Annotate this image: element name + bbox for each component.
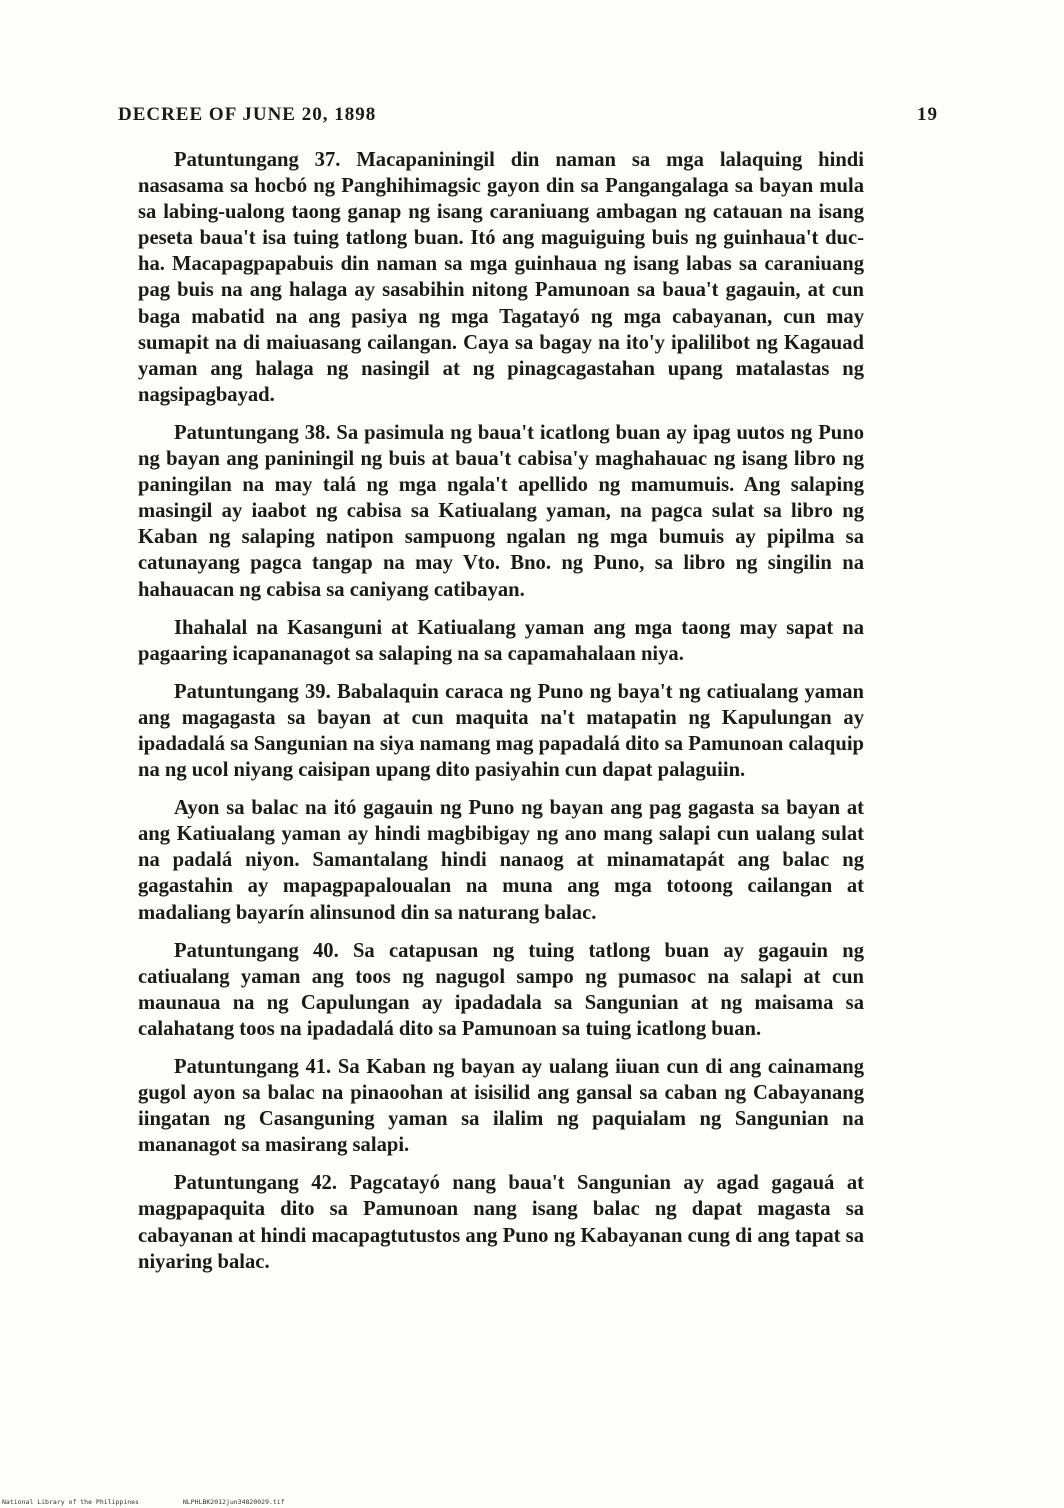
scan-file-id: NLPHLBK2012jun34820029.tif <box>182 1498 285 1506</box>
paragraph-article-39: Patuntungang 39. Babalaquin caraca ng Puno ng baya't ng catiualang yaman ang magagasta sa bayan at cun maquita na't matapatin ng Kapulungan ay ipadadalá sa Sangunian na siya namang mag papadalá dito sa Pamunoan calaquip na ng ucol niyang caisipan upang dito pasiyahin cun dapat palaguiin. <box>138 680 864 782</box>
paragraph-article-37: Patuntungang 37. Macapaniningil din naman sa mga lalaquing hindi nasasama sa hocbó ng Panghihimagsic gayon din sa Pangangalaga sa bayan mula sa labing-ualong taong ganap ng isang caraniuang ambagan ng catauan na isang peseta baua't isa tuing tatlong buan. Itó ang maguiguing buis ng guinhaua't duc-ha. Macapagpapabuis din naman sa mga guinhaua ng isang labas sa caraniuang pag buis na ang halaga ay sasabihin nitong Pamunoan sa baua't gagauin, at cun baga mabatid na ang pasiya ng mga Tagatayó ng mga cabayanan, cun may sumapit na di maiuasang cailangan. Caya sa bagay na ito'y ipalilibot ng Kagauad yaman ang halaga ng nasingil at ng pinagcagastahan upang matalastas ng nagsipagbayad. <box>138 149 864 406</box>
paragraph-article-38: Patuntungang 38. Sa pasimula ng baua't icatlong buan ay ipag uutos ng Puno ng bayan ang paniningil ng buis at baua't cabisa'y maghahauac ng isang libro ng paningilan na may talá ng mga ngala't apellido ng mamumuis. Ang salaping masingil ay iaabot ng cabisa sa Katiualang yaman, na pagca sulat sa libro ng Kaban ng salaping natipon sampuong ngalan ng mga bumuis ay pipilma sa catunayang pagca tangap na may Vto. Bno. ng Puno, sa libro ng singilin na hahauacan ng cabisa sa caniyang catibayan. <box>138 421 864 601</box>
page-body <box>138 147 864 1287</box>
page-number: 19 <box>917 104 938 125</box>
paragraph-article-38-continued: Ihahalal na Kasanguni at Katiualang yaman ang mga taong may sapat na pagaaring icapananagot sa salaping na sa capamahalaan niya. <box>138 616 864 665</box>
paragraph-article-40: Patuntungang 40. Sa catapusan ng tuing tatlong buan ay gagauin ng catiualang yaman ang toos ng nagugol sampo ng pumasoc na salapi at cun maunaua na ng Capulungan ay ipadadala sa Sangunian at ng maisama sa calahatang toos na ipadadalá dito sa Pamunoan sa tuing icatlong buan. <box>138 939 864 1040</box>
paragraph-article-41: Patuntungang 41. Sa Kaban ng bayan ay ualang iiuan cun di ang cainamang gugol ayon sa balac na pinaoohan at isisilid ang gansal sa caban ng Cabayanang iingatan ng Casanguning yaman sa ilalim ng paquialam ng Sangunian na mananagot sa masirang salapi. <box>138 1056 864 1157</box>
paragraph-article-42: Patuntungang 42. Pagcatayó nang baua't Sangunian ay agad gagauá at magpapaquita dito sa Pamunoan nang isang balac ng dapat magasta sa cabayanan at hindi macapagtutustos ang Puno ng Kabayanan cung di ang tapat sa niyaring balac. <box>138 1172 864 1273</box>
page-header <box>118 104 938 128</box>
paragraph-article-39-continued: Ayon sa balac na itó gagauin ng Puno ng bayan ang pag gagasta sa bayan at ang Katiualang yaman ay hindi magbibigay ng ano mang salapi cun ualang sulat na padalá niyon. Samantalang hindi nanaog at minamatapát ang balac ng gagastahin ay mapagpapaloualan na muna ang mga totoong cailangan at madaliang bayarín alinsunod din sa naturang balac. <box>138 797 864 924</box>
scan-footer <box>2 1498 325 1506</box>
library-credit: National Library of the Philippines <box>2 1498 139 1506</box>
running-title: DECREE OF JUNE 20, 1898 <box>118 104 377 125</box>
